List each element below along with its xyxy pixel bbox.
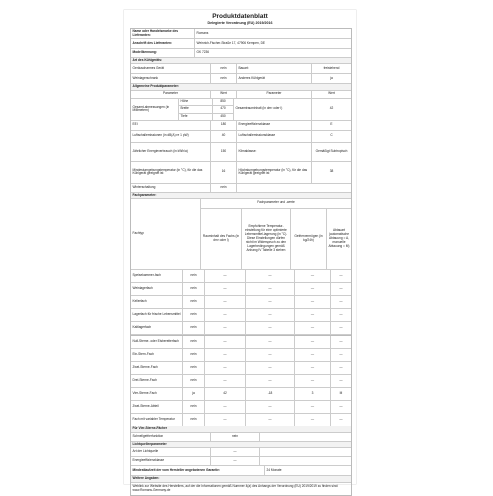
- light-class-value: —: [211, 457, 260, 465]
- type-row-label: Geräuscharmes Gerät: [131, 64, 211, 73]
- energy-class-label: Energieeffizienzklasse: [237, 121, 312, 130]
- compartment-freeze: 3: [295, 388, 331, 400]
- compartment-row: [131, 309, 351, 322]
- compartment-temp: —: [246, 336, 295, 348]
- warranty-row: [131, 466, 351, 476]
- compartment-temp: —: [246, 375, 295, 387]
- supplier-name-row: [131, 29, 351, 39]
- noise-class-value: C: [330, 133, 333, 138]
- general-header-value: Wert: [211, 91, 237, 98]
- compartment-defrost: —: [339, 325, 343, 330]
- compartment-present: ja: [183, 388, 205, 400]
- compartment-present: nein: [183, 349, 205, 361]
- min-temp-label: Mindestumgebungstemperatur (in °C), für die das Kühlgerät geeignet ist: [131, 162, 211, 183]
- compartment-defrost: —: [339, 404, 343, 409]
- compartment-name: Null-Sterne- oder Eisbereiterfach: [131, 336, 183, 348]
- min-temp-value: 16: [211, 162, 237, 183]
- supplier-name-value: Romans: [196, 30, 209, 35]
- dimension-label: Breite: [179, 106, 213, 112]
- compartments-header-group: [201, 199, 351, 269]
- compartment-freeze: —: [295, 336, 331, 348]
- compartment-temp: —: [246, 362, 295, 374]
- dimension-label: Tiefe: [179, 114, 213, 120]
- warranty-value: 24 Monate: [266, 467, 282, 472]
- compartment-present: nein: [183, 362, 205, 374]
- compartment-name: Fach mit variabler Temperatur: [131, 414, 183, 426]
- general-header-parameter: Parameter: [131, 91, 211, 98]
- compartment-freeze: —: [295, 362, 331, 374]
- dimensions-values: [179, 99, 234, 120]
- model-row: [131, 49, 351, 58]
- compartment-name: Kaltlagerfach: [131, 322, 183, 334]
- max-temp-value: 38: [329, 169, 334, 174]
- compartment-temp: —: [246, 283, 295, 295]
- model-value: GK 7236: [196, 50, 210, 55]
- max-temp-label: Höchstumgebungstemperatur (in °C), für die das Kühlgerät geeignet ist: [237, 162, 312, 183]
- compartment-name: Zwei-Sterne-Abteil: [131, 401, 183, 413]
- compartment-type-header: Fachtyp: [131, 199, 201, 269]
- compartment-defrost: —: [339, 339, 343, 344]
- dimension-value: 850: [220, 99, 226, 104]
- climate-label: Klimaklasse:: [237, 143, 312, 161]
- light-section-title: Lichtquellenparameter: [131, 442, 351, 447]
- compartments-section-title: Fachparameter:: [131, 193, 351, 198]
- supplier-address-label: Anschrift des Lieferanten:: [131, 39, 195, 48]
- datasheet-header: [124, 13, 356, 25]
- noise-class-label: Luftschallemissionsklasse: [237, 131, 312, 142]
- compartment-temp-header: Empfohlene Temperatur-einstellung für eine optimierte Lebensmittel-lagerung (in °C). Diese Einstellungen dürfen nicht im Widerspruch zu den Lagerbedingungen gemäß Anhang IV Tabelle 3 stehen: [242, 209, 291, 270]
- type-row-value: nein: [211, 74, 237, 83]
- compartment-defrost: M: [339, 391, 343, 396]
- winter-value: nein: [211, 184, 237, 192]
- light-type-empty-cell: [260, 448, 351, 456]
- compartment-freeze: —: [295, 375, 331, 387]
- compartment-defrost: —: [339, 365, 343, 370]
- type-row-1: [131, 64, 351, 74]
- compartment-present: nein: [183, 414, 205, 426]
- compartment-row: [131, 349, 351, 362]
- dimension-row: [179, 99, 233, 106]
- compartment-defrost: —: [339, 417, 343, 422]
- dimension-row: [179, 114, 233, 120]
- light-type-row: [131, 448, 351, 457]
- compartment-present: nein: [183, 270, 205, 282]
- type-section-title: Art des Kühlgeräts:: [131, 58, 351, 63]
- compartment-row: [131, 414, 351, 426]
- compartment-temp: —: [246, 322, 295, 334]
- compartment-name: Weinlagerfach: [131, 283, 183, 295]
- compartment-defrost: —: [339, 286, 343, 291]
- general-header-value-2: Wert: [328, 91, 335, 96]
- compartment-volume: —: [205, 283, 246, 295]
- volume-label: Gesamtrauminhalt (in dm³ oder l): [234, 99, 312, 120]
- compartment-defrost: —: [339, 312, 343, 317]
- compartment-row: [131, 296, 351, 309]
- datasheet-title: Produktdatenblatt: [212, 13, 268, 20]
- compartment-freeze: —: [295, 270, 331, 282]
- compartment-volume: —: [205, 362, 246, 374]
- dimension-value: 470: [220, 106, 226, 111]
- compartment-defrost-header: Abtauart (automatische Abtauung = A, manuelle Abtauung = M): [328, 228, 350, 248]
- noise-label: Luftschallemissionen (in dB(A) re 1 pW): [131, 131, 211, 142]
- annual-energy-value: 150: [211, 143, 237, 161]
- compartment-freeze: —: [295, 322, 331, 334]
- extra-text: Weblink zur Website des Herstellers, auf der die Informationen gemäß Nummer 4(a) des Anhangs der Verordnung (EU) 2019/2019 zu finden sind: www.Romans-Germany.de: [132, 483, 339, 492]
- compartment-freeze: —: [295, 401, 331, 413]
- dimension-label: Höhe: [179, 99, 213, 105]
- compartment-freeze: —: [295, 414, 331, 426]
- compartment-temp: —: [246, 349, 295, 361]
- warranty-label: Mindestlaufzeit der vom Hersteller angebotenen Garantie:: [131, 466, 265, 475]
- type-row-value2: ja: [330, 76, 333, 81]
- light-class-row: [131, 457, 351, 466]
- compartment-temp: -18: [246, 388, 295, 400]
- type-row-label2: Anderes Kühlgerät: [237, 74, 312, 83]
- compartments-group-header: Fachparameter und -werte: [201, 199, 351, 208]
- compartment-row: [131, 283, 351, 296]
- supplier-name-label: Name oder Handelsmarke des Lieferanten:: [131, 29, 195, 38]
- compartment-temp: —: [246, 270, 295, 282]
- general-section-title: Allgemeine Produktparameter:: [131, 84, 351, 89]
- compartment-row: [131, 375, 351, 388]
- compartment-rows: [131, 270, 351, 426]
- winter-label: Winterschaltung: [131, 184, 211, 192]
- compartment-row: [131, 388, 351, 401]
- general-header-row: [131, 91, 351, 99]
- light-class-empty-cell: [260, 457, 351, 465]
- extra-section-title: Weitere Angaben:: [131, 476, 351, 481]
- type-row-label: Weinlagerschrank: [131, 74, 211, 83]
- light-type-label: Art der Lichtquelle: [131, 448, 211, 456]
- compartment-present: nein: [183, 336, 205, 348]
- compartment-volume: —: [205, 375, 246, 387]
- compartment-defrost: —: [339, 299, 343, 304]
- type-row-value: nein: [211, 64, 237, 73]
- fast-freeze-row: [131, 433, 351, 442]
- winter-empty-cell: [237, 184, 351, 192]
- compartment-volume: —: [205, 401, 246, 413]
- compartment-volume: —: [205, 349, 246, 361]
- compartment-row: [131, 322, 351, 335]
- supplier-address-row: [131, 39, 351, 49]
- winter-row: [131, 184, 351, 193]
- datasheet-page: [124, 10, 356, 492]
- compartment-temp: —: [246, 401, 295, 413]
- compartment-row: [131, 335, 351, 349]
- energy-row: [131, 143, 351, 162]
- compartment-freeze: —: [295, 349, 331, 361]
- compartment-row: [131, 270, 351, 283]
- compartment-present: nein: [183, 309, 205, 321]
- fast-freeze-label: Schnellgefrierfunktion: [131, 433, 211, 441]
- compartment-temp: —: [246, 414, 295, 426]
- compartment-freeze: —: [295, 309, 331, 321]
- compartment-present: nein: [183, 401, 205, 413]
- eei-value: 180: [211, 121, 237, 130]
- compartment-defrost: —: [339, 352, 343, 357]
- supplier-address-value: Weinrich-Fischer-Straße 17, 47906 Kempen, DE: [196, 40, 266, 45]
- compartment-name: Lagerfach für frische Lebensmittel: [131, 309, 183, 321]
- model-label: Modellkennung:: [131, 49, 195, 57]
- compartment-temp: —: [246, 309, 295, 321]
- compartment-freeze-header: Gefriervermögen (in kg/24h): [291, 209, 327, 270]
- compartment-volume: —: [205, 309, 246, 321]
- dimension-value: 450: [220, 113, 226, 118]
- noise-row: [131, 131, 351, 143]
- annual-energy-label: Jährlicher Energieverbrauch (in kWh/a): [131, 143, 211, 161]
- volume-value: 42: [329, 106, 334, 111]
- compartment-name: Zwei-Sterne-Fach: [131, 362, 183, 374]
- compartment-present: nein: [183, 283, 205, 295]
- compartment-volume: 42: [205, 388, 246, 400]
- compartment-defrost: —: [339, 273, 343, 278]
- eei-row: [131, 121, 351, 131]
- energy-class-value: E: [330, 122, 333, 127]
- compartments-column-headers: [201, 209, 351, 270]
- compartment-name: Ein-Stern-Fach: [131, 349, 183, 361]
- type-row-2: [131, 74, 351, 84]
- compartment-name: Speisekammer-fach: [131, 270, 183, 282]
- dimension-row: [179, 106, 233, 113]
- compartment-volume: —: [205, 336, 246, 348]
- compartment-row: [131, 401, 351, 414]
- compartment-volume: —: [205, 270, 246, 282]
- temperature-row: [131, 162, 351, 184]
- compartment-volume: —: [205, 296, 246, 308]
- light-type-value: —: [211, 448, 260, 456]
- compartment-defrost: —: [339, 378, 343, 383]
- four-star-section-title: Für Vier-Sterne-Fächer: [131, 426, 351, 431]
- compartment-name: Vier-Sterne-Fach: [131, 388, 183, 400]
- compartment-present: nein: [183, 296, 205, 308]
- eei-label: EEI: [131, 121, 211, 130]
- compartments-header-row: [131, 199, 351, 270]
- fast-freeze-value: nein: [211, 433, 260, 441]
- dimensions-row: [131, 99, 351, 121]
- datasheet-table: [130, 28, 352, 496]
- compartment-present: nein: [183, 375, 205, 387]
- compartment-freeze: —: [295, 283, 331, 295]
- general-header-parameter-2: Parameter: [237, 91, 312, 98]
- compartment-present: nein: [183, 322, 205, 334]
- compartment-volume: —: [205, 414, 246, 426]
- compartment-freeze: —: [295, 296, 331, 308]
- compartment-row: [131, 362, 351, 375]
- light-class-label: Energieeffizienzklasse: [131, 457, 211, 465]
- compartment-temp: —: [246, 296, 295, 308]
- fast-freeze-empty-cell: [260, 433, 351, 441]
- compartment-name: Kellerfach: [131, 296, 183, 308]
- type-row-value2: freistehend: [323, 66, 340, 71]
- compartment-volume-header: Rauminhalt des Fachs (in dm³ oder l): [201, 209, 242, 270]
- type-row-label2: Bauart:: [237, 64, 312, 73]
- climate-value: Gemäßigt Subtropisch: [315, 148, 348, 153]
- compartment-name: Drei-Sterne-Fach: [131, 375, 183, 387]
- datasheet-subtitle: Delegierte Verordnung (EU) 2019/2016: [207, 21, 273, 25]
- dimensions-label: Gesamt-abmessungen (in Millimetern): [131, 99, 179, 120]
- noise-value: 40: [211, 131, 237, 142]
- compartment-volume: —: [205, 322, 246, 334]
